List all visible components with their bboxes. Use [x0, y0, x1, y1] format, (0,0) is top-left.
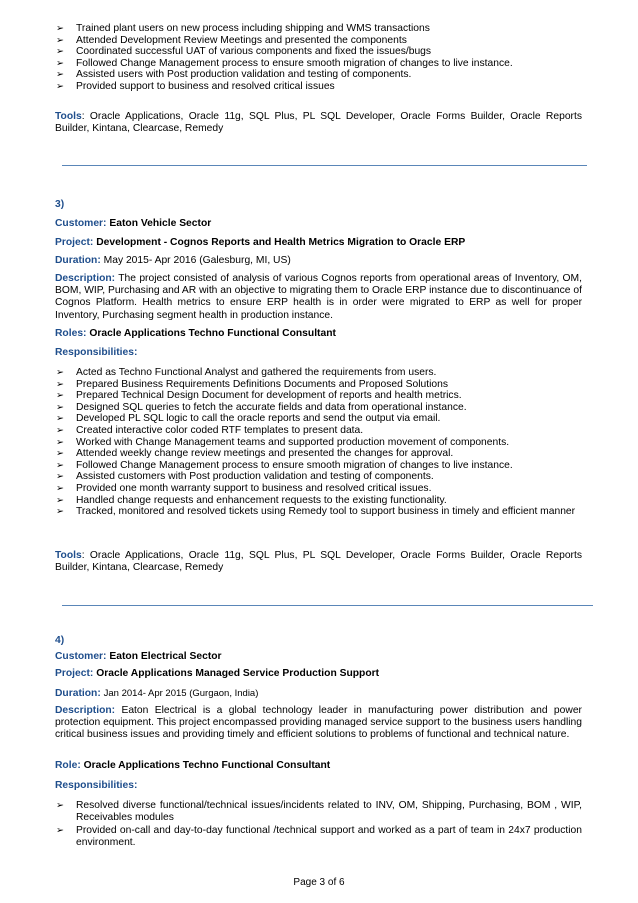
- arrow-bullet-icon: ➢: [56, 46, 64, 58]
- page-footer: Page 3 of 6: [293, 877, 345, 888]
- list-item: ➢ Provided support to business and resolved critical issues: [56, 80, 335, 92]
- arrow-bullet-icon: ➢: [56, 436, 64, 448]
- arrow-bullet-icon: ➢: [56, 23, 64, 34]
- list-item: ➢ Handled change requests and enhancement requests to the existing functionality.: [56, 494, 447, 506]
- list-item: ➢ Worked with Change Management teams and supported production movement of components.: [56, 436, 510, 448]
- responsibilities-heading: Responsibilities:: [55, 780, 138, 791]
- arrow-bullet-icon: ➢: [56, 413, 64, 425]
- list-item: ➢ Created interactive color coded RTF templates to present data.: [56, 424, 364, 436]
- arrow-bullet-icon: ➢: [56, 367, 64, 378]
- customer-line: Customer: Eaton Vehicle Sector: [55, 218, 212, 229]
- arrow-bullet-icon: ➢: [56, 494, 64, 506]
- arrow-bullet-icon: ➢: [56, 424, 64, 436]
- arrow-bullet-icon: ➢: [56, 57, 64, 69]
- list-item: ➢ Designed SQL queries to fetch the accurate fields and data from operational instance.: [56, 401, 467, 413]
- arrow-bullet-icon: ➢: [56, 800, 64, 811]
- list-item: ➢ Acted as Techno Functional Analyst and gathered the requirements from users.: [56, 367, 437, 378]
- list-item: ➢ Resolved diverse functional/technical issues/incidents related to INV, OM, Shipping, Purchasing, BOM , WIP, Receivables modules: [56, 800, 582, 823]
- arrow-bullet-icon: ➢: [56, 471, 64, 483]
- section-number: 4): [55, 635, 65, 646]
- arrow-bullet-icon: ➢: [56, 448, 64, 460]
- list-item: ➢ Assisted customers with Post production validation and testing of components.: [56, 471, 434, 483]
- roles-line: Roles: Oracle Applications Techno Functional Consultant: [55, 328, 336, 339]
- list-item: ➢ Developed PL SQL logic to call the oracle reports and send the output via email.: [56, 413, 441, 425]
- top-bullet-list: [55, 23, 582, 93]
- section4-responsibilities-list: [55, 800, 582, 848]
- list-item: ➢ Followed Change Management process to ensure smooth migration of changes to live instance.: [56, 459, 513, 471]
- section-number: 3): [55, 199, 65, 210]
- tools-paragraph-2: Tools: Oracle Applications, Oracle 11g, SQL Plus, PL SQL Developer, Oracle Forms Builder, Oracle Reports Builder, Kintana, Clearcase, Remedy: [55, 550, 582, 574]
- list-item: ➢ Prepared Business Requirements Definitions Documents and Proposed Solutions: [56, 378, 449, 390]
- arrow-bullet-icon: ➢: [56, 482, 64, 494]
- project-line: Project: Oracle Applications Managed Service Production Support: [55, 668, 380, 679]
- arrow-bullet-icon: ➢: [56, 80, 64, 92]
- arrow-bullet-icon: ➢: [56, 34, 64, 46]
- description-paragraph: Description: The project consisted of analysis of various Cognos reports from operational areas of Inventory, OM, BOM, WIP, Purchasing and AR with an objective to migrating them to Oracle ERP instance due to discontinuance of Cognos Platform. Health metrics to ensure ERP health is in order were migrated to ERP as well for proper Inventory, Purchasing segment health in production instance.: [55, 273, 582, 321]
- customer-line: Customer: Eaton Electrical Sector: [55, 651, 222, 662]
- list-item: ➢ Trained plant users on new process including shipping and WMS transactions: [56, 23, 430, 34]
- list-item: ➢ Followed Change Management process to ensure smooth migration of changes to live instance.: [56, 57, 513, 69]
- project-line: Project: Development - Cognos Reports and Health Metrics Migration to Oracle ERP: [55, 237, 466, 248]
- tools-paragraph-1: Tools: Oracle Applications, Oracle 11g, SQL Plus, PL SQL Developer, Oracle Forms Builder, Oracle Reports Builder, Kintana, Clearcase, Remedy: [55, 111, 582, 135]
- duration-line: Duration: May 2015- Apr 2016 (Galesburg, MI, US): [55, 255, 291, 266]
- list-item: ➢ Assisted users with Post production validation and testing of components.: [56, 69, 412, 81]
- arrow-bullet-icon: ➢: [56, 825, 64, 837]
- description-paragraph: Description: Eaton Electrical is a global technology leader in manufacturing power distribution and power protection equipment. This project encompassed providing managed service support to the business users handling critical business issues and providing timely and efficient solutions to problems of functional and technical nature.: [55, 705, 582, 741]
- list-item: ➢ Provided on-call and day-to-day functional /technical support and worked as a part of team in 24x7 production environment.: [56, 825, 582, 848]
- section3-responsibilities-list: [55, 367, 582, 518]
- arrow-bullet-icon: ➢: [56, 401, 64, 413]
- section-divider: [62, 165, 587, 166]
- responsibilities-heading: Responsibilities:: [55, 347, 138, 358]
- section-divider: [62, 605, 593, 606]
- arrow-bullet-icon: ➢: [56, 459, 64, 471]
- list-item: ➢ Coordinated successful UAT of various components and fixed the issues/bugs: [56, 46, 432, 58]
- list-item: ➢ Provided one month warranty support to business and resolved critical issues.: [56, 482, 432, 494]
- list-item: ➢ Prepared Technical Design Document for development of reports and health metrics.: [56, 390, 462, 402]
- duration-line: Duration: Jan 2014- Apr 2015 (Gurgaon, India): [55, 688, 259, 699]
- list-item: ➢ Attended weekly change review meetings and presented the changes for approval.: [56, 448, 454, 460]
- list-item: ➢ Attended Development Review Meetings and presented the components: [56, 34, 407, 46]
- arrow-bullet-icon: ➢: [56, 390, 64, 402]
- list-item: ➢ Tracked, monitored and resolved tickets using Remedy tool to support business in timely and efficient manner: [56, 506, 576, 518]
- role-line: Role: Oracle Applications Techno Functional Consultant: [55, 760, 331, 771]
- arrow-bullet-icon: ➢: [56, 69, 64, 81]
- arrow-bullet-icon: ➢: [56, 506, 64, 518]
- arrow-bullet-icon: ➢: [56, 378, 64, 390]
